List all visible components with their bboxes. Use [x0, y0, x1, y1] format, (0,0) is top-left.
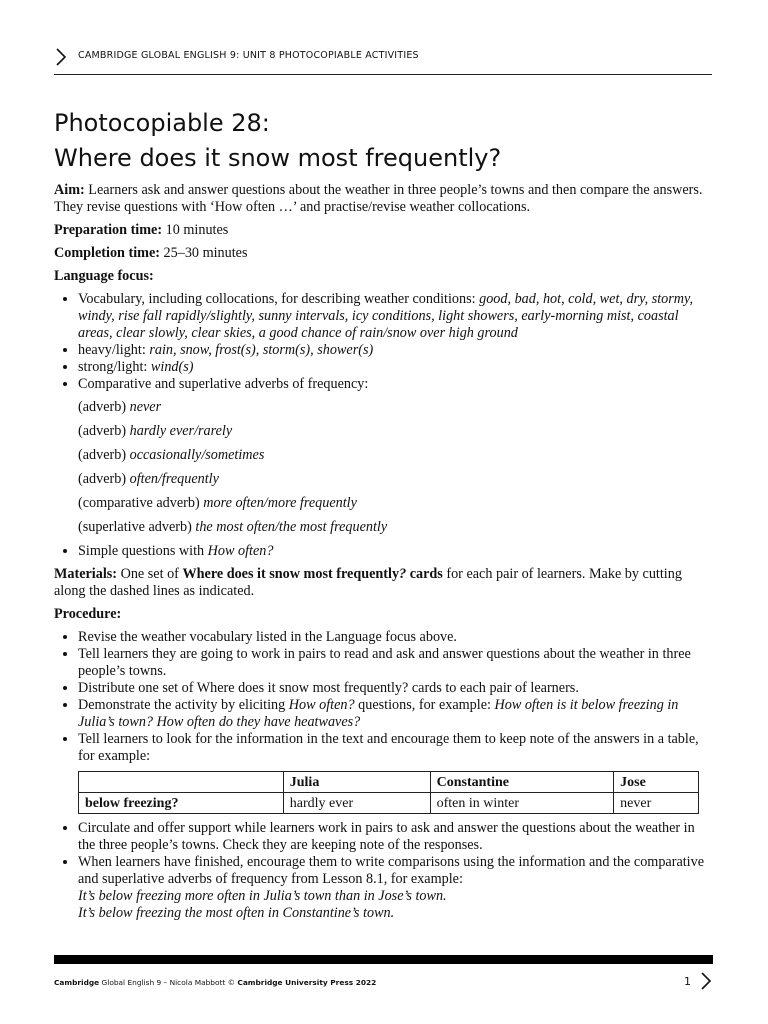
materials-paragraph — [54, 566, 714, 600]
example-table — [78, 771, 699, 814]
heavy-label: heavy/light: — [78, 342, 146, 358]
materials-text1: One set of — [120, 566, 179, 582]
language-focus-label: Language focus: — [54, 268, 154, 284]
list-item: • Revise the weather vocabulary listed in the Language focus above. — [78, 629, 714, 646]
footer-credit: Cambridge Global English 9 – Nicola Mabbott © Cambridge University Press 2022 — [54, 978, 377, 987]
table-header-cell: Jose — [614, 772, 699, 793]
list-item — [78, 291, 714, 342]
list-item: • Demonstrate the activity by eliciting How often? questions, for example: How often is it below freezing in Julia’s town? How often do they have heatwaves? — [78, 697, 714, 731]
table-header-cell: Constantine — [430, 772, 614, 793]
adverb-list — [54, 399, 714, 536]
materials-bold2: cards — [409, 566, 443, 582]
materials-bold: Where does it snow most frequently — [182, 566, 400, 582]
aim-label: Aim: — [54, 182, 85, 198]
chevron-right-icon[interactable] — [700, 972, 712, 990]
preparation-value: 10 minutes — [165, 222, 229, 238]
title-line2: Where does it snow most frequently? — [54, 144, 502, 172]
table-cell: never — [614, 793, 699, 814]
adverb-item: (comparative adverb) more often/more frequently — [78, 495, 357, 511]
title-line1: Photocopiable 28: — [54, 109, 270, 137]
example-sentence: It’s below freezing more often in Julia’s town than in Jose’s town. — [78, 888, 447, 904]
aim-paragraph — [54, 182, 714, 216]
list-item — [78, 342, 714, 359]
footer-bar — [54, 955, 713, 964]
page-title — [54, 106, 714, 176]
example-sentence: It’s below freezing the most often in Constantine’s town. — [78, 905, 395, 921]
vocab-list: good, bad, hot, cold, wet, dry, stormy, windy, rise fall rapidly/slightly, sunny intervals, icy conditions, light showers, early-morning mist, coastal areas, clear slowly, clear skies, a good chance of rain/snow over high ground — [78, 291, 694, 341]
strong-label: strong/light: — [78, 359, 148, 375]
table-header-cell: Julia — [283, 772, 430, 793]
list-item — [78, 543, 714, 560]
simple-questions-list — [54, 543, 714, 560]
materials-text2: for each pair of learners. Make by cutting along the dashed lines as indicated. — [54, 566, 682, 599]
adverb-item: (adverb) never — [78, 399, 162, 415]
materials-q: ? — [399, 566, 407, 582]
preparation-time — [54, 222, 714, 239]
aim-text: Learners ask and answer questions about the weather in three people’s towns and then compare the answers. They revise questions with ‘How often …’ and practise/revise weather collocations. — [54, 182, 703, 215]
procedure-list-continued — [54, 820, 714, 922]
adverb-item: (adverb) occasionally/sometimes — [78, 447, 265, 463]
adverb-item: (superlative adverb) the most often/the most frequently — [78, 519, 388, 535]
table-header-cell — [79, 772, 284, 793]
language-focus-list — [54, 291, 714, 393]
list-item: • Tell learners to look for the information in the text and encourage them to keep note of the answers in a table, for example: — [78, 731, 714, 765]
page-number: 1 — [684, 975, 691, 988]
page-header — [54, 46, 712, 75]
strong-list: wind(s) — [150, 359, 194, 375]
list-item: • When learners have finished, encourage them to write comparisons using the information and the comparative and superlative adverbs of frequency from Lesson 8.1, for example: It’s below freezing more often in Julia’s town than in Jose’s town. It’s below freezing the most often in Constantine’s town. — [78, 854, 714, 922]
completion-time — [54, 245, 714, 262]
simple-q: How often? — [207, 543, 274, 559]
table-row — [79, 793, 699, 814]
list-item — [78, 376, 714, 393]
header-title: CAMBRIDGE GLOBAL ENGLISH 9: UNIT 8 PHOTOCOPIABLE ACTIVITIES — [78, 50, 419, 61]
adverb-item: (adverb) often/frequently — [78, 471, 219, 487]
simple-q-intro: Simple questions with — [78, 543, 205, 559]
list-item — [78, 359, 714, 376]
main-content — [54, 182, 714, 928]
table-cell: below freezing? — [79, 793, 284, 814]
vocab-intro: Vocabulary, including collocations, for describing weather conditions: — [78, 291, 476, 307]
adverbs-intro: Comparative and superlative adverbs of frequency: — [78, 376, 369, 392]
heavy-list: rain, snow, frost(s), storm(s), shower(s) — [149, 342, 374, 358]
table-cell: often in winter — [430, 793, 614, 814]
completion-label: Completion time: — [54, 245, 160, 261]
preparation-label: Preparation time: — [54, 222, 163, 238]
procedure-list — [54, 629, 714, 765]
table-header-row — [79, 772, 699, 793]
completion-value: 25–30 minutes — [163, 245, 248, 261]
chevron-right-icon — [54, 48, 68, 66]
list-item: • Tell learners they are going to work in pairs to read and ask and answer questions about the weather in three people’s towns. — [78, 646, 714, 680]
list-item: • Circulate and offer support while learners work in pairs to ask and answer the questions about the weather in the three people’s towns. Check they are keeping note of the responses. — [78, 820, 714, 854]
table-cell: hardly ever — [283, 793, 430, 814]
materials-label: Materials: — [54, 566, 118, 582]
list-item: • Distribute one set of Where does it snow most frequently? cards to each pair of learners. — [78, 680, 714, 697]
procedure-label: Procedure: — [54, 606, 122, 622]
adverb-item: (adverb) hardly ever/rarely — [78, 423, 233, 439]
